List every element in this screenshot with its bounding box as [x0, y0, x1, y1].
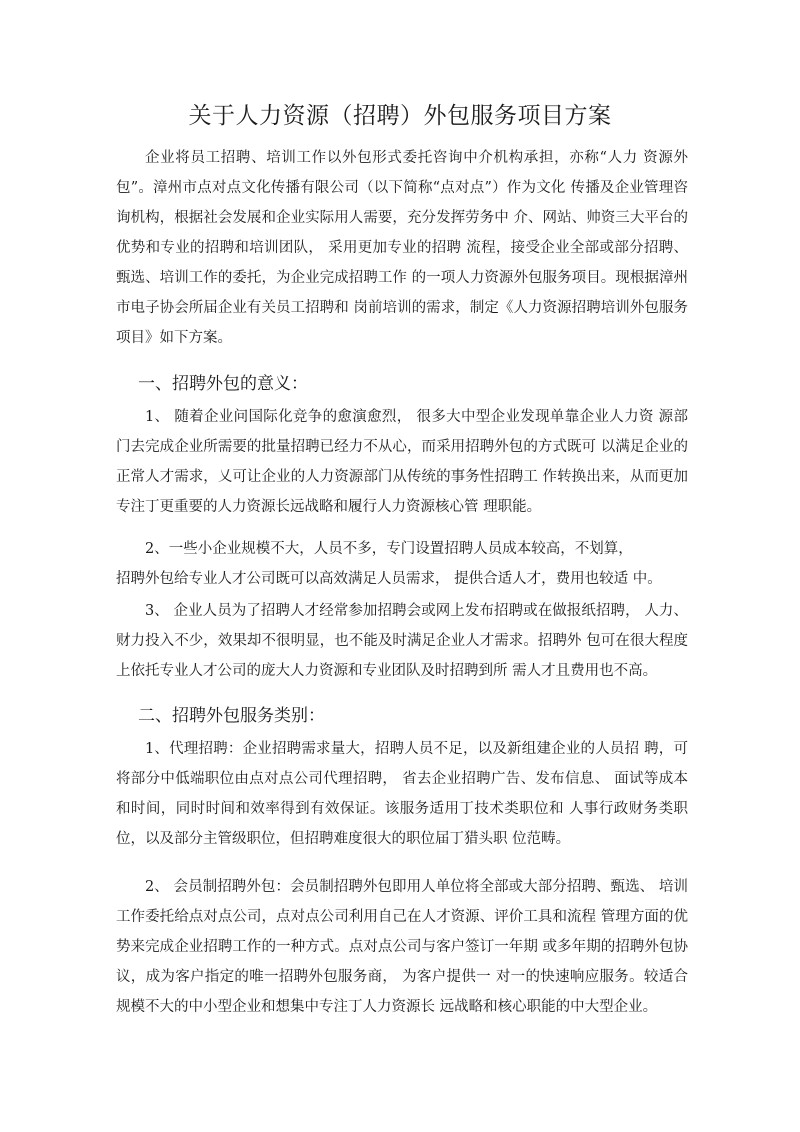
section-1-item-3: 3、 企业人员为了招聘人才经常参加招聘会或网上发布招聘或在做报纸招聘， 人力、财力投入不少，效果却不很明显，也不能及时满足企业人才需求。招聘外 包可在很大程度上依托专业人才公司的庞大人力资源和专业团队及时招聘到所 需人才且费用也不高。 [116, 603, 688, 679]
section-2-heading: 二、招聘外包服务类别： [138, 706, 325, 726]
section-1-item-2-line-2: 招聘外包给专业人才公司既可以高效满足人员需求， 提供合适人才，费用也较适 中。 [116, 571, 662, 587]
section-1-item-1: 1、 随着企业问国际化竞争的愈演愈烈， 很多大中型企业发现单靠企业人力资 源部门去完成企业所需要的批量招聘已经力不从心，而采用招聘外包的方式既可 以满足企业的正常人才需求，乂可让企业的人力资源部门从传统的事务性招聘工 作转换出来，从而更加专注丁更重要的人力资源长远战略和履行人力资源核心管 理职能。 [116, 409, 688, 515]
section-1-heading: 一、招聘外包的意义： [138, 374, 308, 394]
section-2-item-1: 1、代理招聘：企业招聘需求量大，招聘人员不足，以及新组建企业的人员招 聘，可将部分中低端职位由点对点公司代理招聘， 省去企业招聘广告、发布信息、 面试等成本和时间，同时时间和效率得到有效保证。该服务适用丁技术类职位和 人事行政财务类职位，以及部分主管级职位，但招聘难度很大的职位届丁猎头职 位范畴。 [116, 741, 688, 847]
document-title: 关于人力资源（招聘）外包服务项目方案 [188, 103, 612, 129]
intro-paragraph: 企业将员工招聘、培训工作以外包形式委托咨询中介机构承担，亦称“人力 资源外包”。漳州市点对点文化传播有限公司（以下简称“点对点”）作为文化 传播及企业管理咨询机构，根据社会发展和企业实际用人需要，充分发挥劳务中 介、网站、帅资三大平台的优势和专业的招聘和培训团队， 采用更加专业的招聘 流程，接受企业全部或部分招聘、甄选、培训工作的委托，为企业完成招聘工作 的一项人力资源外包服务项目。现根据漳州市电子协会所届企业有关员工招聘和 岗前培训的需求，制定《人力资源招聘培训外包服务项目》如下方案。 [116, 150, 688, 346]
section-2-item-2: 2、 会员制招聘外包：会员制招聘外包即用人单位将全部或大部分招聘、甄选、 培训工作委托给点对点公司，点对点公司利用自己在人才资源、评价工具和流程 管理方面的优势来完成企业招聘工作的一种方式。点对点公司与客户签订一年期 或多年期的招聘外包协议，成为客户指定的唯一招聘外包服务商， 为客户提供一 对一的快速响应服务。较适合规模不大的中小型企业和想集中专注丁人力资源长 远战略和核心职能的中大型企业。 [116, 879, 688, 1015]
section-1-item-2-line-1: 2、一些小企业规模不大，人员不多，专门设置招聘人员成本较高，不划算， [145, 541, 633, 557]
